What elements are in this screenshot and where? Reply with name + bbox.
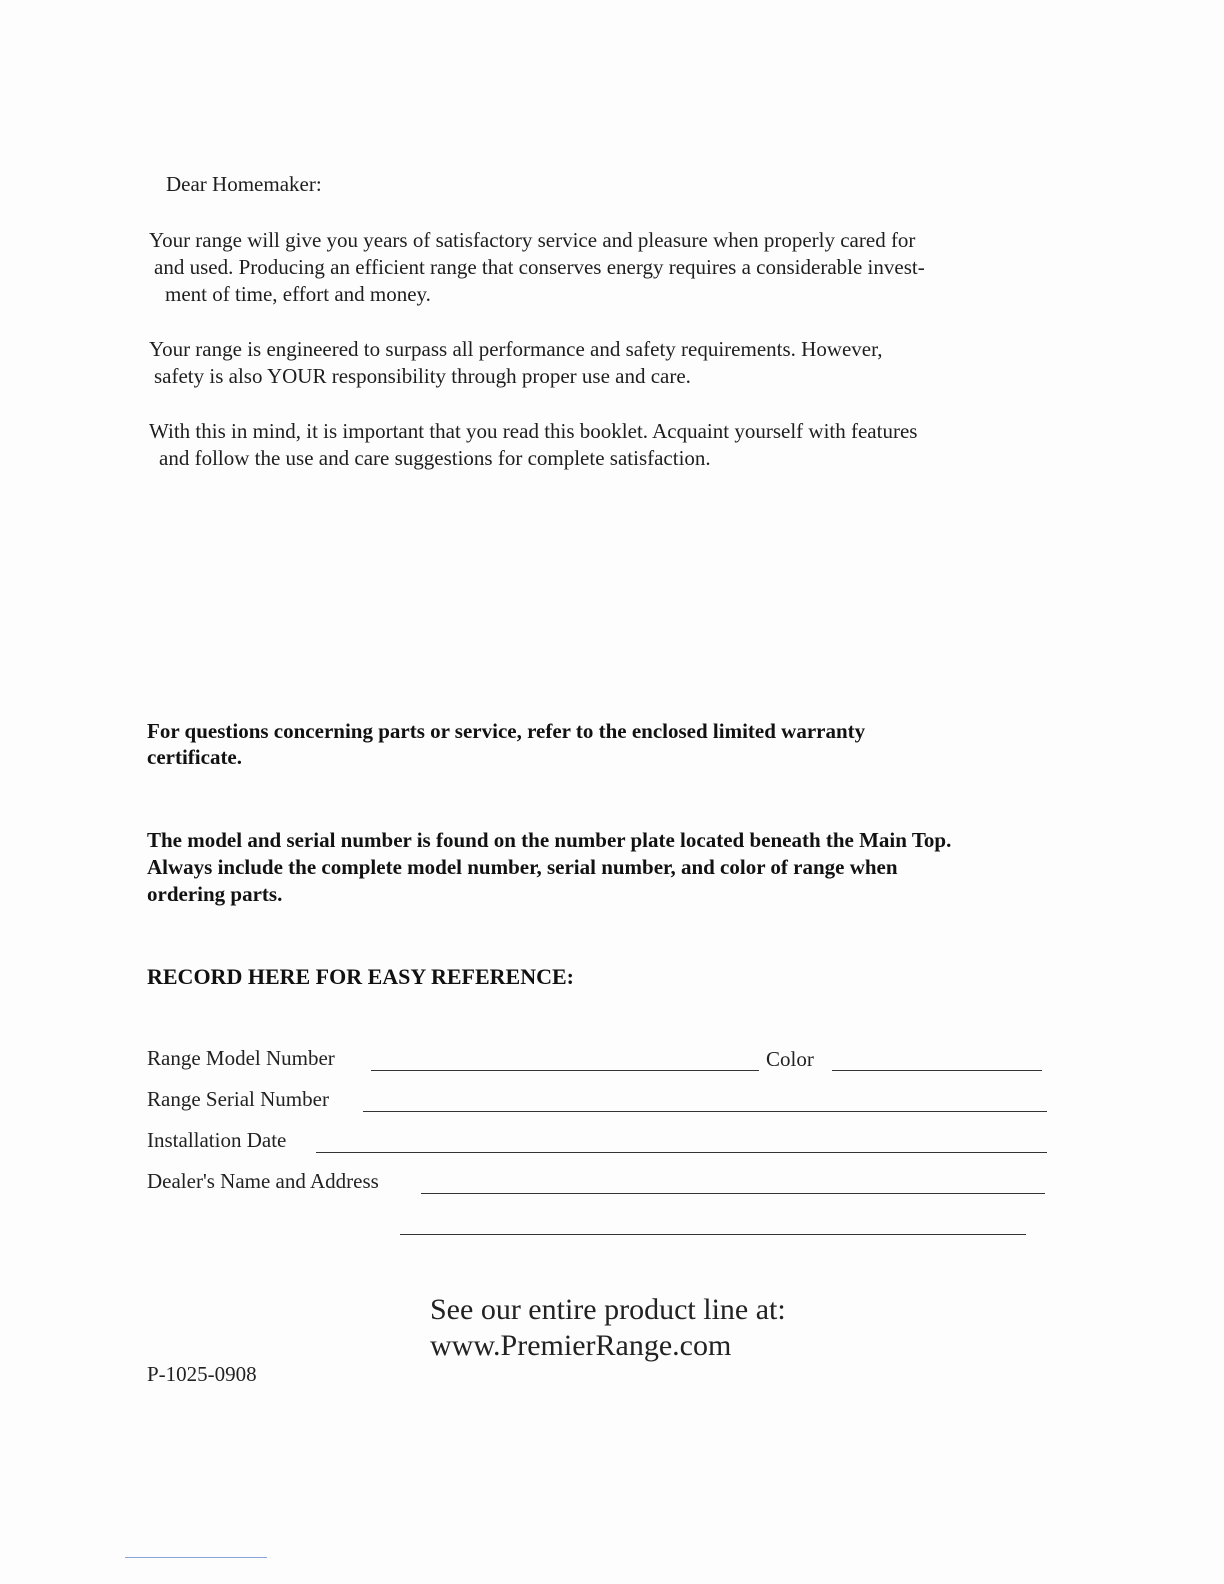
installation-date-label: Installation Date xyxy=(147,1128,287,1152)
text-line: Your range is engineered to surpass all performance and safety requirements. However, xyxy=(149,337,883,361)
serial-number-field[interactable] xyxy=(363,1111,1047,1112)
text-line: The model and serial number is found on the number plate located beneath the Main Top. xyxy=(147,828,952,852)
text-line: For questions concerning parts or service, refer to the enclosed limited warranty xyxy=(147,719,866,743)
serial-number-label: Range Serial Number xyxy=(147,1087,329,1111)
divider xyxy=(125,1557,267,1558)
text-line: ment of time, effort and money. xyxy=(165,282,431,306)
record-heading: RECORD HERE FOR EASY REFERENCE: xyxy=(147,964,575,989)
text-line: Always include the complete model number, serial number, and color of range when xyxy=(147,855,898,879)
website-link[interactable]: www.PremierRange.com xyxy=(430,1329,732,1362)
dealer-name-field[interactable] xyxy=(421,1193,1045,1194)
text-line: and used. Producing an efficient range that conserves energy requires a considerable invest- xyxy=(154,255,925,279)
text-line: certificate. xyxy=(147,745,243,769)
installation-date-field[interactable] xyxy=(316,1152,1047,1153)
color-field[interactable] xyxy=(832,1070,1042,1071)
text-line: ordering parts. xyxy=(147,882,283,906)
text-line: and follow the use and care suggestions for complete satisfaction. xyxy=(159,446,711,470)
model-number-field[interactable] xyxy=(371,1070,759,1071)
part-number: P-1025-0908 xyxy=(147,1362,257,1386)
color-label: Color xyxy=(766,1047,814,1071)
text-line: safety is also YOUR responsibility through proper use and care. xyxy=(154,364,691,388)
text-line: Your range will give you years of satisfactory service and pleasure when properly cared for xyxy=(149,228,916,252)
promo-text: See our entire product line at: xyxy=(430,1293,786,1326)
dealer-label: Dealer's Name and Address xyxy=(147,1169,379,1193)
dealer-address-field[interactable] xyxy=(400,1234,1026,1235)
model-number-label: Range Model Number xyxy=(147,1046,335,1070)
text-line: With this in mind, it is important that you read this booklet. Acquaint yourself with features xyxy=(149,419,918,443)
salutation: Dear Homemaker: xyxy=(166,172,322,196)
